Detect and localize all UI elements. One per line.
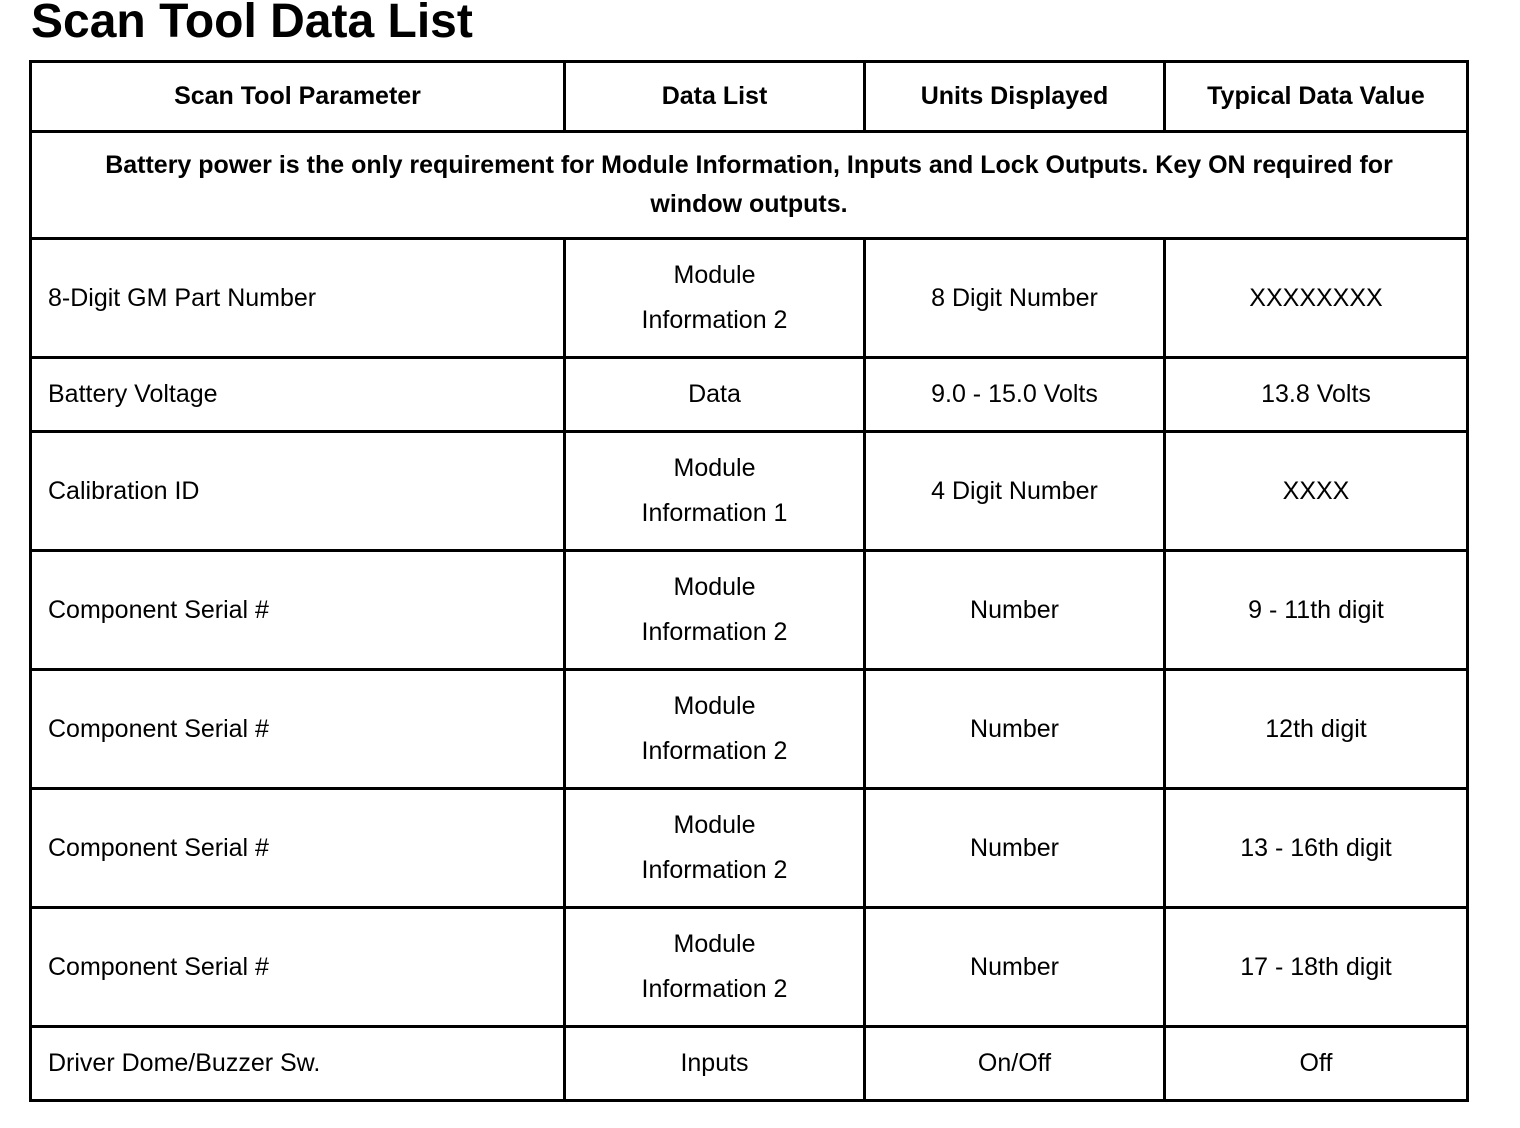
power-requirement-note: Battery power is the only requirement for Module Information, Inputs and Lock Outputs. Key ON required for window outputs. xyxy=(31,132,1468,239)
data-list-line: Module xyxy=(673,261,756,289)
parameter-cell: Battery Voltage xyxy=(31,358,565,432)
data-list-cell xyxy=(565,358,865,432)
table-row xyxy=(31,789,1468,908)
data-list-line: Information 2 xyxy=(641,975,788,1003)
typical-value-cell: 17 - 18th digit xyxy=(1165,908,1468,1027)
data-list-line: Information 2 xyxy=(641,856,788,884)
table-row xyxy=(31,432,1468,551)
header-typical-data-value: Typical Data Value xyxy=(1165,62,1468,132)
table-row xyxy=(31,670,1468,789)
typical-value-cell: 9 - 11th digit xyxy=(1165,551,1468,670)
header-data-list: Data List xyxy=(565,62,865,132)
typical-value-cell: 12th digit xyxy=(1165,670,1468,789)
table-row xyxy=(31,551,1468,670)
data-list-line: Information 2 xyxy=(641,618,788,646)
data-list-line: Data xyxy=(688,380,741,408)
units-cell: Number xyxy=(865,789,1165,908)
data-list-line: Information 2 xyxy=(641,306,788,334)
header-units-displayed: Units Displayed xyxy=(865,62,1165,132)
units-cell: 9.0 - 15.0 Volts xyxy=(865,358,1165,432)
units-cell: Number xyxy=(865,670,1165,789)
data-list-cell xyxy=(565,908,865,1027)
typical-value-cell: Off xyxy=(1165,1027,1468,1101)
data-list-line: Module xyxy=(673,454,756,482)
typical-value-cell: XXXXXXXX xyxy=(1165,239,1468,358)
data-list-line: Inputs xyxy=(680,1049,749,1077)
table-row xyxy=(31,908,1468,1027)
parameter-cell: Driver Dome/Buzzer Sw. xyxy=(31,1027,565,1101)
data-list-cell xyxy=(565,432,865,551)
header-scan-tool-parameter: Scan Tool Parameter xyxy=(31,62,565,132)
units-cell: Number xyxy=(865,551,1165,670)
data-list-line: Module xyxy=(673,811,756,839)
parameter-cell: Component Serial # xyxy=(31,789,565,908)
typical-value-cell: XXXX xyxy=(1165,432,1468,551)
data-list-line: Information 1 xyxy=(641,499,788,527)
table-row xyxy=(31,239,1468,358)
data-list-cell xyxy=(565,789,865,908)
data-list-line: Information 2 xyxy=(641,737,788,765)
data-list-cell xyxy=(565,670,865,789)
data-list-line: Module xyxy=(673,692,756,720)
parameter-cell: Component Serial # xyxy=(31,551,565,670)
units-cell: Number xyxy=(865,908,1165,1027)
parameter-cell: Component Serial # xyxy=(31,670,565,789)
data-list-line: Module xyxy=(673,573,756,601)
typical-value-cell: 13.8 Volts xyxy=(1165,358,1468,432)
scan-tool-data-table xyxy=(29,60,1469,1102)
parameter-cell: Calibration ID xyxy=(31,432,565,551)
typical-value-cell: 13 - 16th digit xyxy=(1165,789,1468,908)
data-list-line: Module xyxy=(673,930,756,958)
data-list-cell xyxy=(565,1027,865,1101)
page-title: Scan Tool Data List xyxy=(31,0,473,48)
data-list-cell xyxy=(565,239,865,358)
data-list-cell xyxy=(565,551,865,670)
parameter-cell: Component Serial # xyxy=(31,908,565,1027)
units-cell: 4 Digit Number xyxy=(865,432,1165,551)
parameter-cell: 8-Digit GM Part Number xyxy=(31,239,565,358)
table-row xyxy=(31,358,1468,432)
units-cell: On/Off xyxy=(865,1027,1165,1101)
units-cell: 8 Digit Number xyxy=(865,239,1165,358)
note-row xyxy=(31,132,1468,239)
header-row xyxy=(31,62,1468,132)
table-row xyxy=(31,1027,1468,1101)
